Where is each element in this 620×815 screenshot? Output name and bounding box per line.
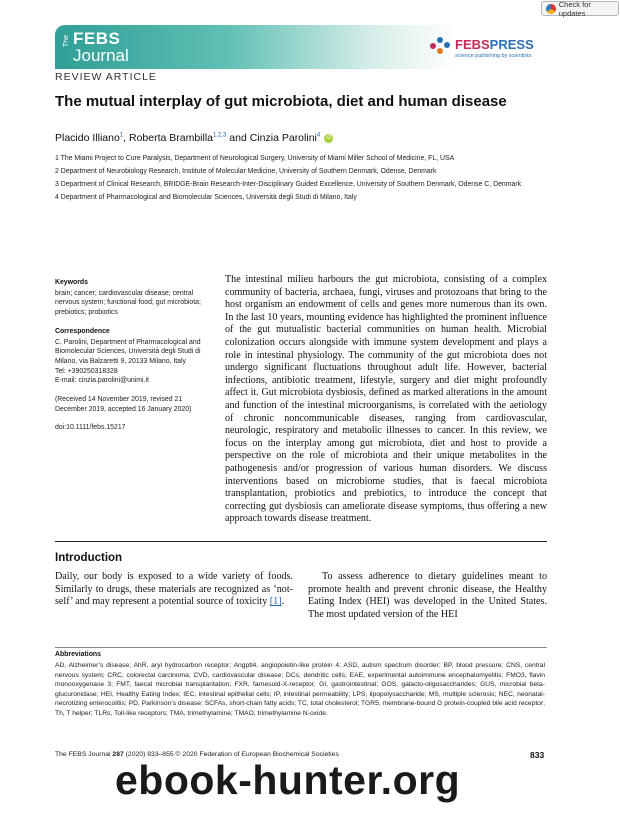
article-title: The mutual interplay of gut microbiota, diet and human disease: [55, 93, 507, 110]
affiliation-item: 1 The Miami Project to Cure Paralysis, Department of Neurological Surgery, University of Miami Miller School of Medicine, FL, USA: [55, 155, 455, 162]
crossmark-icon: [546, 4, 556, 14]
section-divider: [55, 541, 547, 542]
page-footer: The FEBS Journal 287 (2020) 833–855 © 2020 Federation of European Biochemical Societies: [55, 751, 339, 758]
citation-link[interactable]: [1]: [269, 596, 282, 608]
correspondence-heading: Correspondence: [55, 327, 110, 335]
author-name[interactable]: Cinzia Parolini: [249, 132, 317, 144]
author-name[interactable]: Roberta Brambilla: [128, 132, 214, 144]
keywords-heading: Keywords: [55, 279, 88, 286]
author-name[interactable]: Placido Illiano: [55, 132, 120, 144]
author-affiliation-marker[interactable]: 4: [316, 132, 321, 139]
author-list: Placido Illiano$^1$, Roberta Brambilla$^{1,2,3}$ and Cinzia Parolini$^4$ iD: [55, 132, 333, 144]
body-column-right: To assess adherence to dietary guidelines meant to promote health and prevent chronic disease, the Healthy Eating Index (HEI) was developed in the United States. The most updated version of the HEI: [308, 571, 547, 620]
article-type: REVIEW ARTICLE: [55, 71, 157, 83]
abbreviations-divider: [55, 647, 547, 648]
affiliation-item: 3 Department of Clinical Research, BRIDGE-Brain Research-Inter-Disciplinary Guided Excellence, University of Southern Denmark, Odense C, Denmark: [55, 181, 522, 189]
febs-press-tagline: science publishing by scientists: [455, 53, 532, 59]
introduction-heading: Introduction: [55, 552, 123, 564]
correspondence-address: C. Parolini, Department of Pharmacological and Biomolecular Sciences, Università degli Studi di Milano, via Balzaretti 9, 20133 Milano, Italy: [55, 338, 201, 365]
author-affiliation-marker[interactable]: 1: [119, 132, 124, 139]
febs-press-dots-icon: [430, 37, 452, 55]
correspondence-email[interactable]: E-mail: cinzia.parolini@unimi.it: [55, 377, 149, 385]
article-dates: (Received 14 November 2019, revised 21 December 2019, accepted 16 January 2020): [55, 396, 192, 413]
keywords-text: brain; cancer; cardiovascular disease; central nervous system; functional food; gut microbiota; prebiotics; probiotics: [55, 289, 201, 317]
orcid-icon[interactable]: iD: [324, 134, 333, 143]
affiliation-item: 4 Department of Pharmacological and Biomolecular Sciences, Università degli Studi di Milano, Italy: [55, 194, 357, 202]
article-sidebar: [55, 278, 212, 442]
check-for-updates-button[interactable]: [541, 1, 619, 16]
correspondence-phone: Tel: +390250318328: [55, 367, 118, 375]
febs-press-name: FEBSPRESS: [455, 37, 534, 52]
affiliations: [55, 154, 545, 206]
author-affiliation-marker[interactable]: 1,2,3: [213, 132, 227, 139]
journal-header-banner: The FEBS Journal FEBSPRESS science publishing by scientists: [55, 25, 545, 69]
article-doi[interactable]: doi:10.1111/febs.15217: [55, 424, 126, 432]
affiliation-item: 2 Department of Neurobiology Research, Institute of Molecular Medicine, University of Southern Denmark, Odense, Denmark: [55, 168, 437, 176]
abbreviations-heading: Abbreviations: [55, 651, 101, 658]
abstract-text: The intestinal milieu harbours the gut microbiota, consisting of a complex community of bacteria, archaea, fungi, viruses and protozoans that bring to the host organism an endowment of cells and genes more numerous than its own. In the last 10 years, mounting evidence has highlighted the prominent influence of the gut mutualistic bacterial communities on human health. Microbial colonization occurs alongside with immune system development and plays a role in intestinal physiology. The community of the gut microbiota does not undergo significant fluctuations throughout adult life. However, bacterial infections, antibiotic treatment, lifestyle, surgery and diet might profoundly affect it. Gut microbiota dysbiosis, defined as marked alterations in the amount and function of the intestinal microorganisms, is correlated with the aetiology of chronic noncommunicable diseases, ranging from cardiovascular, neurologic, respiratory and metabolic illnesses to cancer. In this review, we focus on the interplay among gut microbiota, diet and host to provide a perspective on the role of microbiota and their unique metabolites in the pathogenesis and/or progression of various human disorders. We discuss interventions based on microbiome studies, that is faecal microbiota transplantation, probiotics and prebiotics, to introduce the concept that correcting gut dysbiosis can ameliorate disease symptoms, thus offering a new approach towards disease treatment.: [225, 274, 547, 525]
check-for-updates-label: Check for updates: [558, 0, 591, 18]
body-column-left: Daily, our body is exposed to a wide variety of foods. Similarly to drugs, these materials are recognized as ‘not-self’ and may represent a potential source of toxicity [1].: [55, 571, 293, 608]
watermark-text: ebook-hunter.org: [115, 757, 461, 803]
page-number: 833: [530, 750, 545, 760]
abbreviations-text: AD, Alzheimer’s disease; AhR, aryl hydrocarbon receptor; Angptl4, angiopoietin-like protein 4; ASD, autism spectrum disorder; BP, blood pressure; CNS, central nervous system; CRC, colorectal carcinoma; CVD, cardiovascular disease; DCs, dendritic cells; EAE, experimental autoimmune encephalomyelitis; FMO3, flavin monooxygenase 3; FMT, faecal microbial transplantation; FXR, farnesoid-X-receptor; GI, gastrointestinal; GOS, galacto-oligosaccharides; GUS, microbial beta-glucuronidase; HEI, Healthy Eating Index; IEC, intestinal epithelial cells; IP, intestinal permeability; LPS, lipopolysaccharide; MS, multiple sclerosis; NEC, neonatal-necrotizing enterocolitis; PD, Parkinson’s disease; SCFAs, short-chain fatty acids; TC, total cholesterol; TGR5, membrane-bound G protein-coupled bile acid receptor; Th, T helper; TLRs, Toll-like receptors; TMA, trimethylamine; TMAO, trimethylamine N-oxide.: [55, 662, 545, 717]
